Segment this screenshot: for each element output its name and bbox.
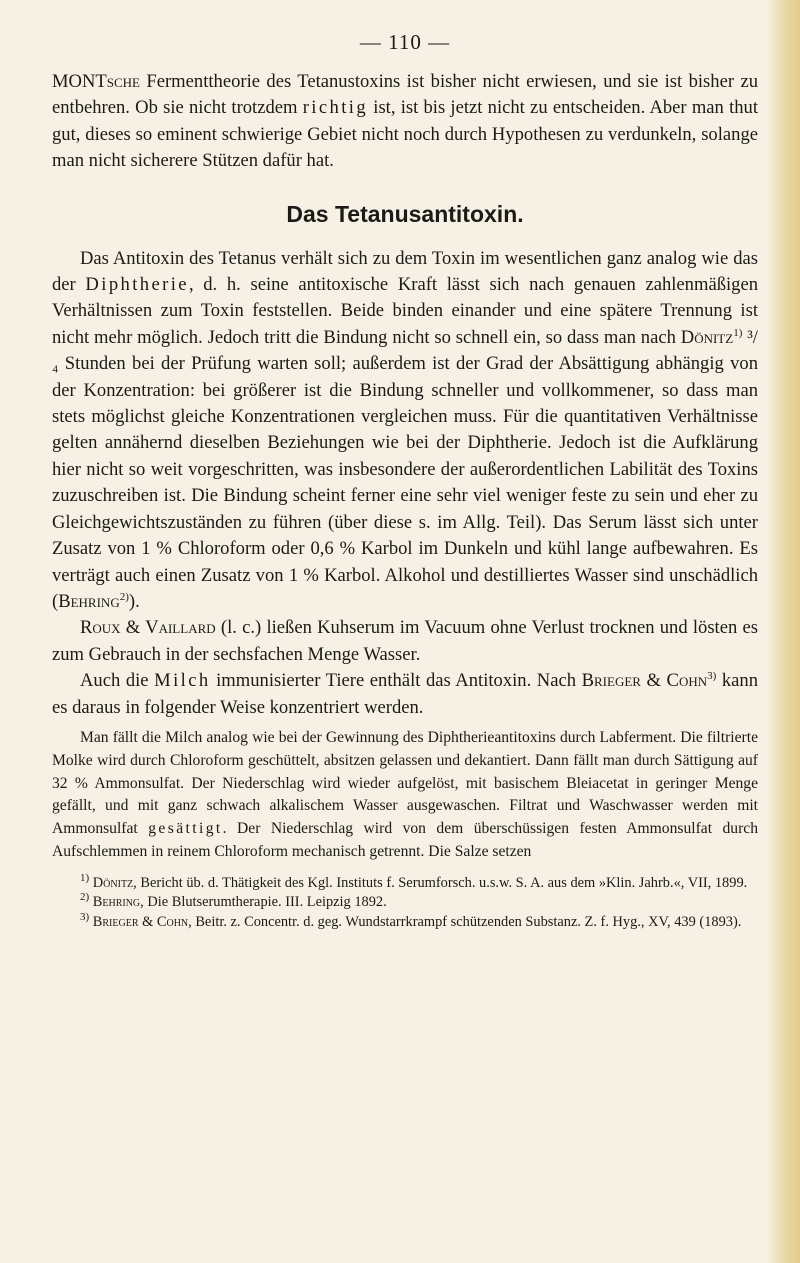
paragraph-text: Man fällt die Milch analog wie bei der Gewinnung des Diphtherieantitoxins durch Labferment. Die filtrierte Molke wird durch Chloroform geschüttelt, absitzen gelassen und dekantiert. Dann fällt man durch Sättigung auf 32 % Ammonsulfat. Der Niederschlag wird wieder aufgelöst, mit basischem Bleiacetat in geringer Menge gefällt, und mit ganz schwach alkalischem Wasser ausgewaschen. Filtrat und Waschwasser werden mit Ammonsulfat bbox=[52, 728, 758, 838]
paragraph-procedure bbox=[52, 727, 758, 864]
footnote bbox=[52, 871, 758, 893]
author-name: Brieger & Cohn bbox=[581, 670, 708, 692]
paragraph-text: Fermenttheorie des Tetanustoxins ist bisher nicht erwiesen, und sie ist bisher zu entbehren. Ob sie nicht trotzdem bbox=[52, 71, 758, 119]
emphasis-text: Diphtherie bbox=[85, 274, 189, 296]
section-heading: Das Tetanusantitoxin. bbox=[286, 200, 524, 227]
footnote-text: , Die Blutserumtherapie. III. Leipzig 1892. bbox=[140, 894, 387, 911]
author-name: Roux & Vaillard bbox=[80, 617, 216, 639]
paragraph-text: Auch die bbox=[80, 670, 155, 692]
footnote-mark: 3) bbox=[80, 910, 90, 923]
footnote-ref: 2) bbox=[119, 590, 129, 603]
book-page bbox=[52, 30, 758, 932]
paragraph-text: ). bbox=[128, 590, 140, 612]
paragraph-fermenttheorie bbox=[52, 69, 758, 175]
emphasis-text: Milch bbox=[154, 670, 211, 692]
author-name: Brieger & Cohn bbox=[92, 913, 189, 930]
paragraph-text: Das Antitoxin des Tetanus verhält sich zu dem Toxin im wesentlichen ganz analog wie das der bbox=[52, 247, 758, 296]
paragraph-text: Stunden bei der Prüfung warten soll; außerdem ist der Grad der Absättigung abhängig von der Konzentration: bei größerer ist die Bindung schneller und vollkommener, so dass man stets möglichst gleiche Konzentrationen vergleichen muss. Für die quantitativen Verhältnisse gelten annähernd dieselben Beziehungen wie bei der Diphtherie. Jedoch ist die Aufklärung hier nicht so weit vorgeschritten, was insbesondere der außerordentlichen Labilität des Toxins zuzuschreiben ist. Die Bindung scheint ferner eine sehr viel weniger feste zu sein und eher zu Gleichgewichtszuständen zu führen (über diese s. im Allg. Teil). Das Serum lässt sich unter Zusatz von 1 % Chloroform oder 0,6 % Karbol im Dunkeln und kühl lange aufbewahren. Es verträgt auch einen Zusatz von 1 % Karbol. Alkohol und destilliertes Wasser sind unschädlich ( bbox=[52, 353, 758, 612]
paragraph-text: kann es daraus in folgender Weise konzentriert werden. bbox=[52, 670, 759, 718]
author-name: Behring bbox=[92, 894, 141, 911]
author-name: MONTsche bbox=[52, 71, 140, 92]
page-number: — 110 — bbox=[359, 30, 451, 54]
paragraph-text: ist, ist bis jetzt nicht zu entscheiden. Aber man thut gut, dieses so eminent schwierige Gebiet nicht noch durch Hypothesen zu verdunkeln, solange man nicht sicherere Stützen dafür hat. bbox=[52, 97, 758, 172]
footnote-text: , Bericht üb. d. Thätigkeit des Kgl. Instituts f. Serumforsch. u.s.w. S. A. aus dem »Klin. Jahrb.«, VII, 1899. bbox=[133, 874, 748, 891]
footnote-ref: 3) bbox=[707, 669, 717, 682]
footnotes bbox=[52, 871, 758, 932]
footnote bbox=[52, 910, 758, 932]
emphasis-text: richtig bbox=[302, 97, 369, 119]
paragraph-text: , d. h. seine antitoxische Kraft lässt sich nach genauen zahlenmäßigen Verhältnissen zum Toxin feststellen. Beide binden einander und eine spätere Trennung ist nicht mehr möglich. Jedoch tritt die Bindung nicht so schnell ein, so dass man nach bbox=[52, 274, 759, 348]
author-name: Dönitz bbox=[680, 326, 734, 348]
emphasis-text: gesättigt bbox=[148, 820, 223, 838]
footnote-ref: 1) bbox=[733, 326, 743, 339]
page-edge-shading bbox=[766, 0, 800, 1263]
footnote bbox=[52, 893, 758, 912]
paragraph-roux bbox=[52, 615, 758, 668]
fraction: ³/₄ bbox=[52, 326, 758, 375]
footnote-mark: 2) bbox=[80, 891, 90, 904]
paragraph-text: . Der Niederschlag wird von dem überschüssigen festen Ammonsulfat durch Aufschlemmen in reinem Chloroform mechanisch getrennt. Die Salze setzen bbox=[52, 820, 758, 860]
paragraph-milch bbox=[52, 668, 758, 721]
author-name: Behring bbox=[58, 590, 120, 612]
author-name: Dönitz bbox=[92, 874, 134, 891]
paragraph-text: immunisierter Tiere enthält das Antitoxin. Nach bbox=[210, 670, 582, 692]
small-print-block bbox=[52, 727, 758, 864]
paragraph-text: (l. c.) ließen Kuhserum im Vacuum ohne Verlust trocknen und lösten es zum Gebrauch in der sechsfachen Menge Wasser. bbox=[52, 617, 758, 665]
footnote-text: , Beitr. z. Concentr. d. geg. Wundstarrkrampf schützenden Substanz. Z. f. Hyg., XV, 439 (1893). bbox=[188, 913, 742, 930]
footnote-mark: 1) bbox=[80, 871, 90, 884]
paragraph-antitoxin bbox=[52, 246, 758, 616]
